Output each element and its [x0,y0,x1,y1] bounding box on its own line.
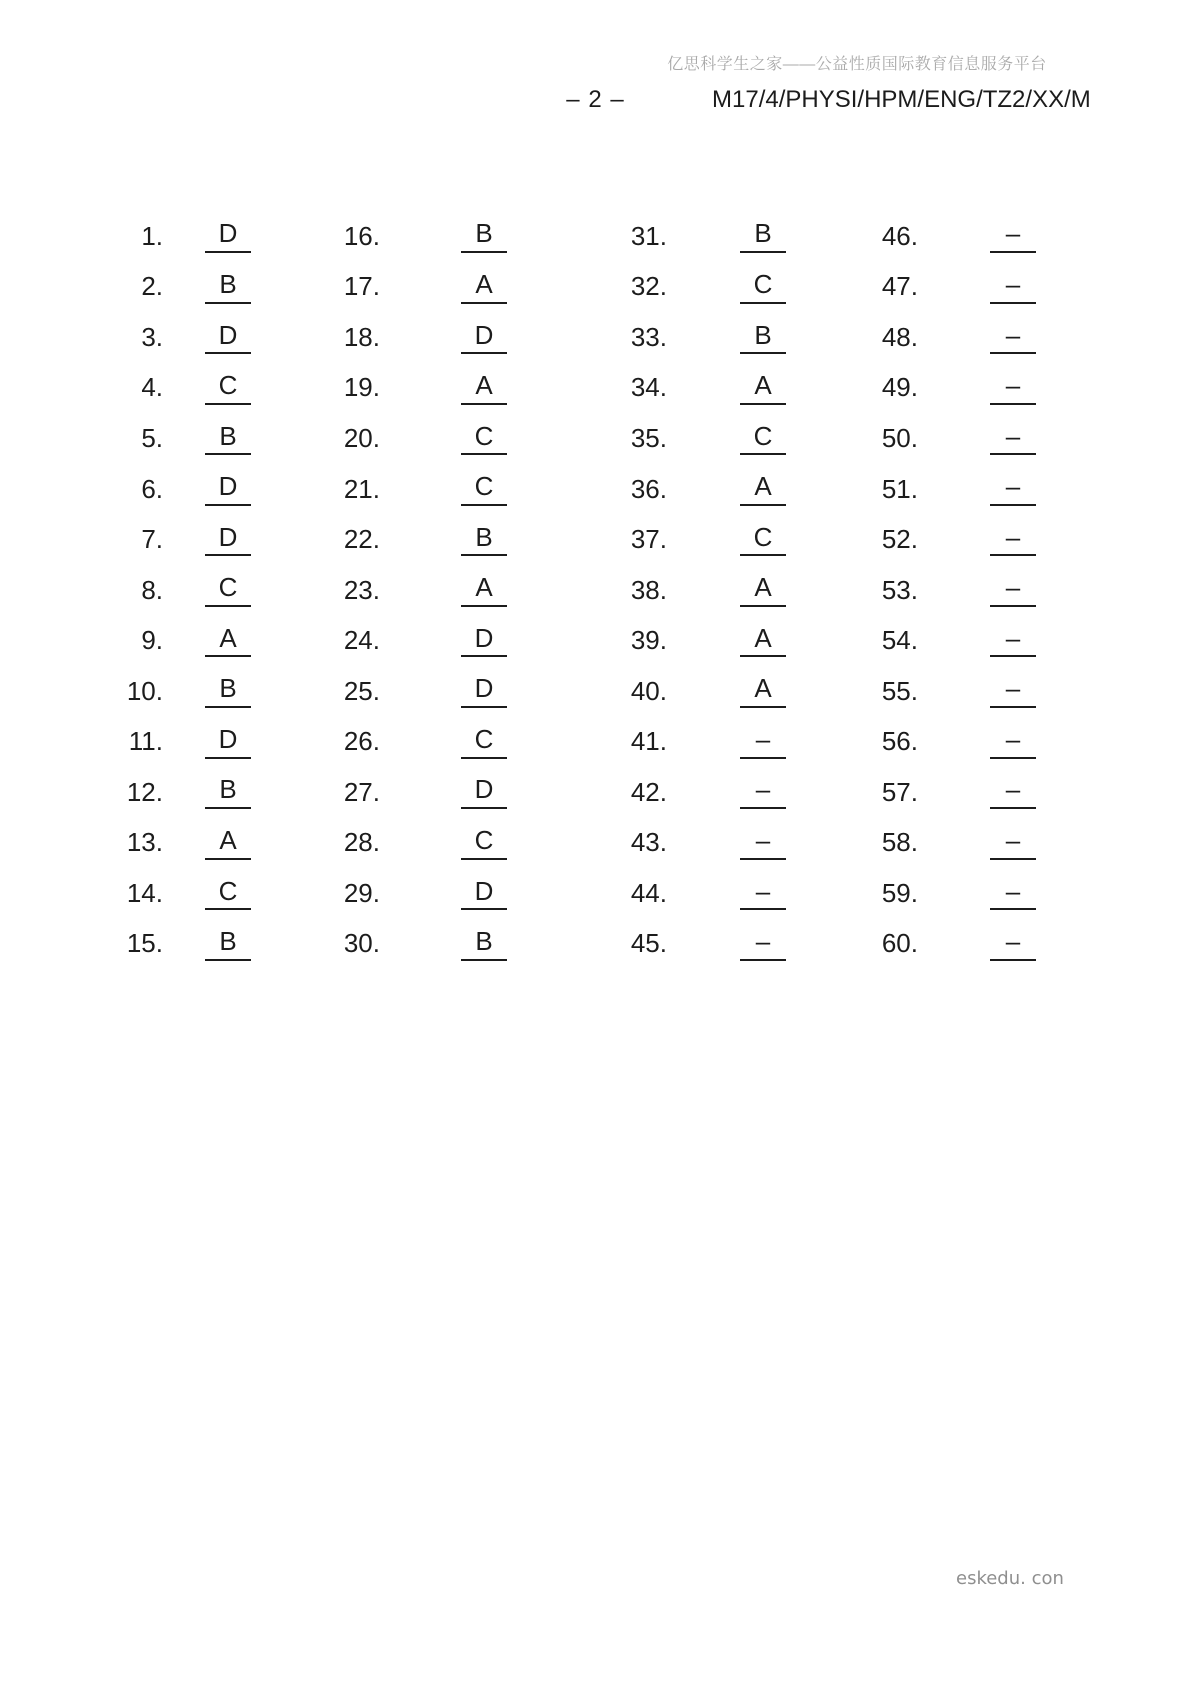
answer-blank: – [990,270,1036,304]
answer-cell [918,523,1108,557]
answer-blank: – [740,826,786,860]
question-number: 17. [343,271,380,302]
answer-blank: C [461,725,507,759]
question-number: 26. [343,726,380,757]
answer-blank: C [461,422,507,456]
answer-row [587,615,859,666]
answer-blank: – [990,775,1036,809]
question-number: 44. [630,877,667,908]
answer-row [587,868,859,919]
question-number: 34. [630,372,667,403]
question-number: 19. [343,372,380,403]
answer-row [83,868,293,919]
answer-row [83,666,293,717]
answer-cell [918,321,1108,355]
answer-row [587,413,859,464]
answer-row [838,919,1108,970]
answer-row [838,363,1108,414]
answer-blank: D [205,523,251,557]
answer-row [587,262,859,313]
answer-blank: D [205,321,251,355]
answer-blank: D [461,321,507,355]
answer-cell [918,219,1108,253]
answer-cell [380,927,588,961]
question-number: 2. [141,271,163,302]
question-number: 58. [881,827,918,858]
answer-cell [380,725,588,759]
answer-row [838,464,1108,515]
question-number: 23. [343,574,380,605]
answer-cell [667,371,859,405]
answer-blank: C [205,573,251,607]
answer-row [300,716,588,767]
question-number: 30. [343,928,380,959]
question-number: 10. [126,675,163,706]
answer-row [300,818,588,869]
answer-cell [163,826,293,860]
answer-row [300,666,588,717]
answer-row [83,919,293,970]
footer-watermark: eskedu. con [956,1568,1064,1589]
question-number: 22. [343,524,380,555]
answer-cell [667,775,859,809]
answer-cell [163,674,293,708]
answer-blank: – [990,219,1036,253]
answer-row [838,312,1108,363]
answer-blank: – [990,927,1036,961]
question-number: 28. [343,827,380,858]
answer-row [83,818,293,869]
answer-row [587,716,859,767]
answer-blank: A [461,573,507,607]
answer-blank: D [205,472,251,506]
question-number: 55. [881,675,918,706]
answer-row [587,919,859,970]
answer-cell [918,927,1108,961]
answer-row [838,413,1108,464]
answer-cell [918,472,1108,506]
answer-cell [380,472,588,506]
answer-cell [163,321,293,355]
answer-cell [380,826,588,860]
question-number: 5. [141,422,163,453]
answer-cell [667,674,859,708]
question-number: 52. [881,524,918,555]
answer-cell [163,573,293,607]
answer-blank: – [990,826,1036,860]
answer-row [300,312,588,363]
answer-blank: – [990,422,1036,456]
answer-blank: – [740,725,786,759]
answer-row [838,767,1108,818]
answer-row [300,413,588,464]
answer-blank: C [461,472,507,506]
question-number: 4. [141,372,163,403]
answer-cell [380,775,588,809]
question-number: 11. [128,726,163,757]
answer-row [83,363,293,414]
question-number: 37. [630,524,667,555]
answer-blank: C [740,270,786,304]
answer-cell [667,472,859,506]
question-number: 50. [881,422,918,453]
question-number: 32. [630,271,667,302]
answer-blank: B [461,219,507,253]
answer-row [83,767,293,818]
answer-cell [918,826,1108,860]
answer-blank: – [990,725,1036,759]
answer-cell [380,573,588,607]
answer-blank: C [461,826,507,860]
answer-blank: A [205,826,251,860]
answer-row [838,565,1108,616]
question-number: 12. [126,776,163,807]
answer-cell [918,371,1108,405]
question-number: 24. [343,625,380,656]
answer-row [838,716,1108,767]
answer-cell [163,472,293,506]
answer-row [83,262,293,313]
answer-column-3 [587,211,859,969]
question-number: 51. [881,473,918,504]
answer-row [587,312,859,363]
question-number: 31. [630,220,667,251]
question-number: 57. [881,776,918,807]
answer-cell [667,624,859,658]
question-number: 39. [630,625,667,656]
answer-row [838,514,1108,565]
question-number: 49. [881,372,918,403]
answer-cell [163,877,293,911]
answer-row [300,464,588,515]
answer-blank: D [461,775,507,809]
answer-cell [667,725,859,759]
question-number: 6. [141,473,163,504]
answer-cell [667,523,859,557]
answer-row [300,514,588,565]
answer-cell [380,219,588,253]
answer-cell [918,270,1108,304]
answer-cell [163,371,293,405]
question-number: 25. [343,675,380,706]
answer-cell [667,219,859,253]
answer-row [300,615,588,666]
answer-cell [667,927,859,961]
answer-row [300,211,588,262]
answer-row [587,818,859,869]
answer-blank: – [990,573,1036,607]
question-number: 7. [141,524,163,555]
answer-cell [918,775,1108,809]
answer-row [587,363,859,414]
answer-blank: A [205,624,251,658]
question-number: 38. [630,574,667,605]
question-number: 18. [343,321,380,352]
answer-column-1 [83,211,293,969]
answer-blank: – [740,927,786,961]
answer-cell [163,725,293,759]
question-number: 43. [630,827,667,858]
answer-cell [380,624,588,658]
answer-row [587,464,859,515]
answer-cell [380,877,588,911]
question-number: 29. [343,877,380,908]
answer-blank: B [461,927,507,961]
answer-row [838,666,1108,717]
answer-blank: B [205,674,251,708]
question-number: 53. [881,574,918,605]
answer-cell [163,624,293,658]
answer-blank: B [461,523,507,557]
answer-blank: – [990,472,1036,506]
answer-row [838,868,1108,919]
answer-cell [163,219,293,253]
answer-blank: A [740,573,786,607]
answer-blank: – [740,877,786,911]
answer-blank: C [205,371,251,405]
question-number: 41. [630,726,667,757]
document-code: M17/4/PHYSI/HPM/ENG/TZ2/XX/M [712,86,1091,113]
answer-cell [163,270,293,304]
answer-column-4 [838,211,1108,969]
answer-row [838,615,1108,666]
answer-blank: A [740,674,786,708]
answer-blank: D [205,725,251,759]
answer-blank: – [990,624,1036,658]
question-number: 56. [881,726,918,757]
answer-cell [667,826,859,860]
answer-blank: C [740,422,786,456]
question-number: 46. [881,220,918,251]
page-number: – 2 – [566,86,625,113]
answer-row [83,312,293,363]
answer-blank: – [990,321,1036,355]
answer-row [838,818,1108,869]
answer-row [587,666,859,717]
answer-blank: A [740,624,786,658]
answer-blank: D [461,624,507,658]
answer-cell [667,321,859,355]
answer-blank: D [461,877,507,911]
answer-blank: – [990,877,1036,911]
answer-cell [918,573,1108,607]
question-number: 48. [881,321,918,352]
answer-row [587,565,859,616]
answer-cell [918,725,1108,759]
answer-cell [380,674,588,708]
question-number: 13. [126,827,163,858]
answer-cell [667,422,859,456]
answer-row [83,565,293,616]
answer-cell [163,927,293,961]
question-number: 36. [630,473,667,504]
answer-blank: – [740,775,786,809]
question-number: 27. [343,776,380,807]
answer-blank: C [740,523,786,557]
answer-blank: B [205,422,251,456]
answer-cell [380,270,588,304]
answer-cell [667,270,859,304]
answer-cell [918,422,1108,456]
answer-cell [163,422,293,456]
question-number: 54. [881,625,918,656]
answer-blank: A [461,270,507,304]
answer-blank: – [990,674,1036,708]
question-number: 8. [141,574,163,605]
question-number: 33. [630,321,667,352]
answer-cell [380,371,588,405]
answer-row [838,262,1108,313]
answer-blank: B [205,270,251,304]
answer-row [300,565,588,616]
answer-blank: – [990,523,1036,557]
answer-cell [918,624,1108,658]
question-number: 42. [630,776,667,807]
question-number: 1. [141,220,163,251]
answer-cell [163,523,293,557]
answer-cell [918,674,1108,708]
answer-cell [380,321,588,355]
question-number: 47. [881,271,918,302]
answer-row [587,767,859,818]
answer-cell [380,422,588,456]
site-watermark-banner: 亿思科学生之家——公益性质国际教育信息服务平台 [667,56,1047,73]
answer-row [300,919,588,970]
answer-blank: B [740,219,786,253]
answer-row [83,464,293,515]
answer-row [300,262,588,313]
answer-blank: B [205,775,251,809]
answer-cell [667,573,859,607]
answer-row [83,615,293,666]
answer-row [300,767,588,818]
answer-row [300,868,588,919]
answer-row [83,211,293,262]
answer-blank: B [740,321,786,355]
answer-blank: D [205,219,251,253]
question-number: 3. [141,321,163,352]
answer-row [83,514,293,565]
question-number: 59. [881,877,918,908]
answer-cell [380,523,588,557]
answer-blank: – [990,371,1036,405]
answer-blank: A [740,472,786,506]
question-number: 60. [881,928,918,959]
question-number: 9. [141,625,163,656]
answer-blank: A [740,371,786,405]
answer-blank: D [461,674,507,708]
answer-blank: A [461,371,507,405]
question-number: 21. [343,473,380,504]
question-number: 20. [343,422,380,453]
answer-row [300,363,588,414]
question-number: 15. [126,928,163,959]
answer-cell [163,775,293,809]
answer-cell [667,877,859,911]
answer-cell [918,877,1108,911]
question-number: 16. [343,220,380,251]
answer-row [838,211,1108,262]
answer-row [83,413,293,464]
answer-blank: C [205,877,251,911]
question-number: 35. [630,422,667,453]
answer-column-2 [300,211,588,969]
answer-row [587,514,859,565]
question-number: 45. [630,928,667,959]
question-number: 14. [126,877,163,908]
answer-row [587,211,859,262]
answer-blank: B [205,927,251,961]
question-number: 40. [630,675,667,706]
answer-row [83,716,293,767]
